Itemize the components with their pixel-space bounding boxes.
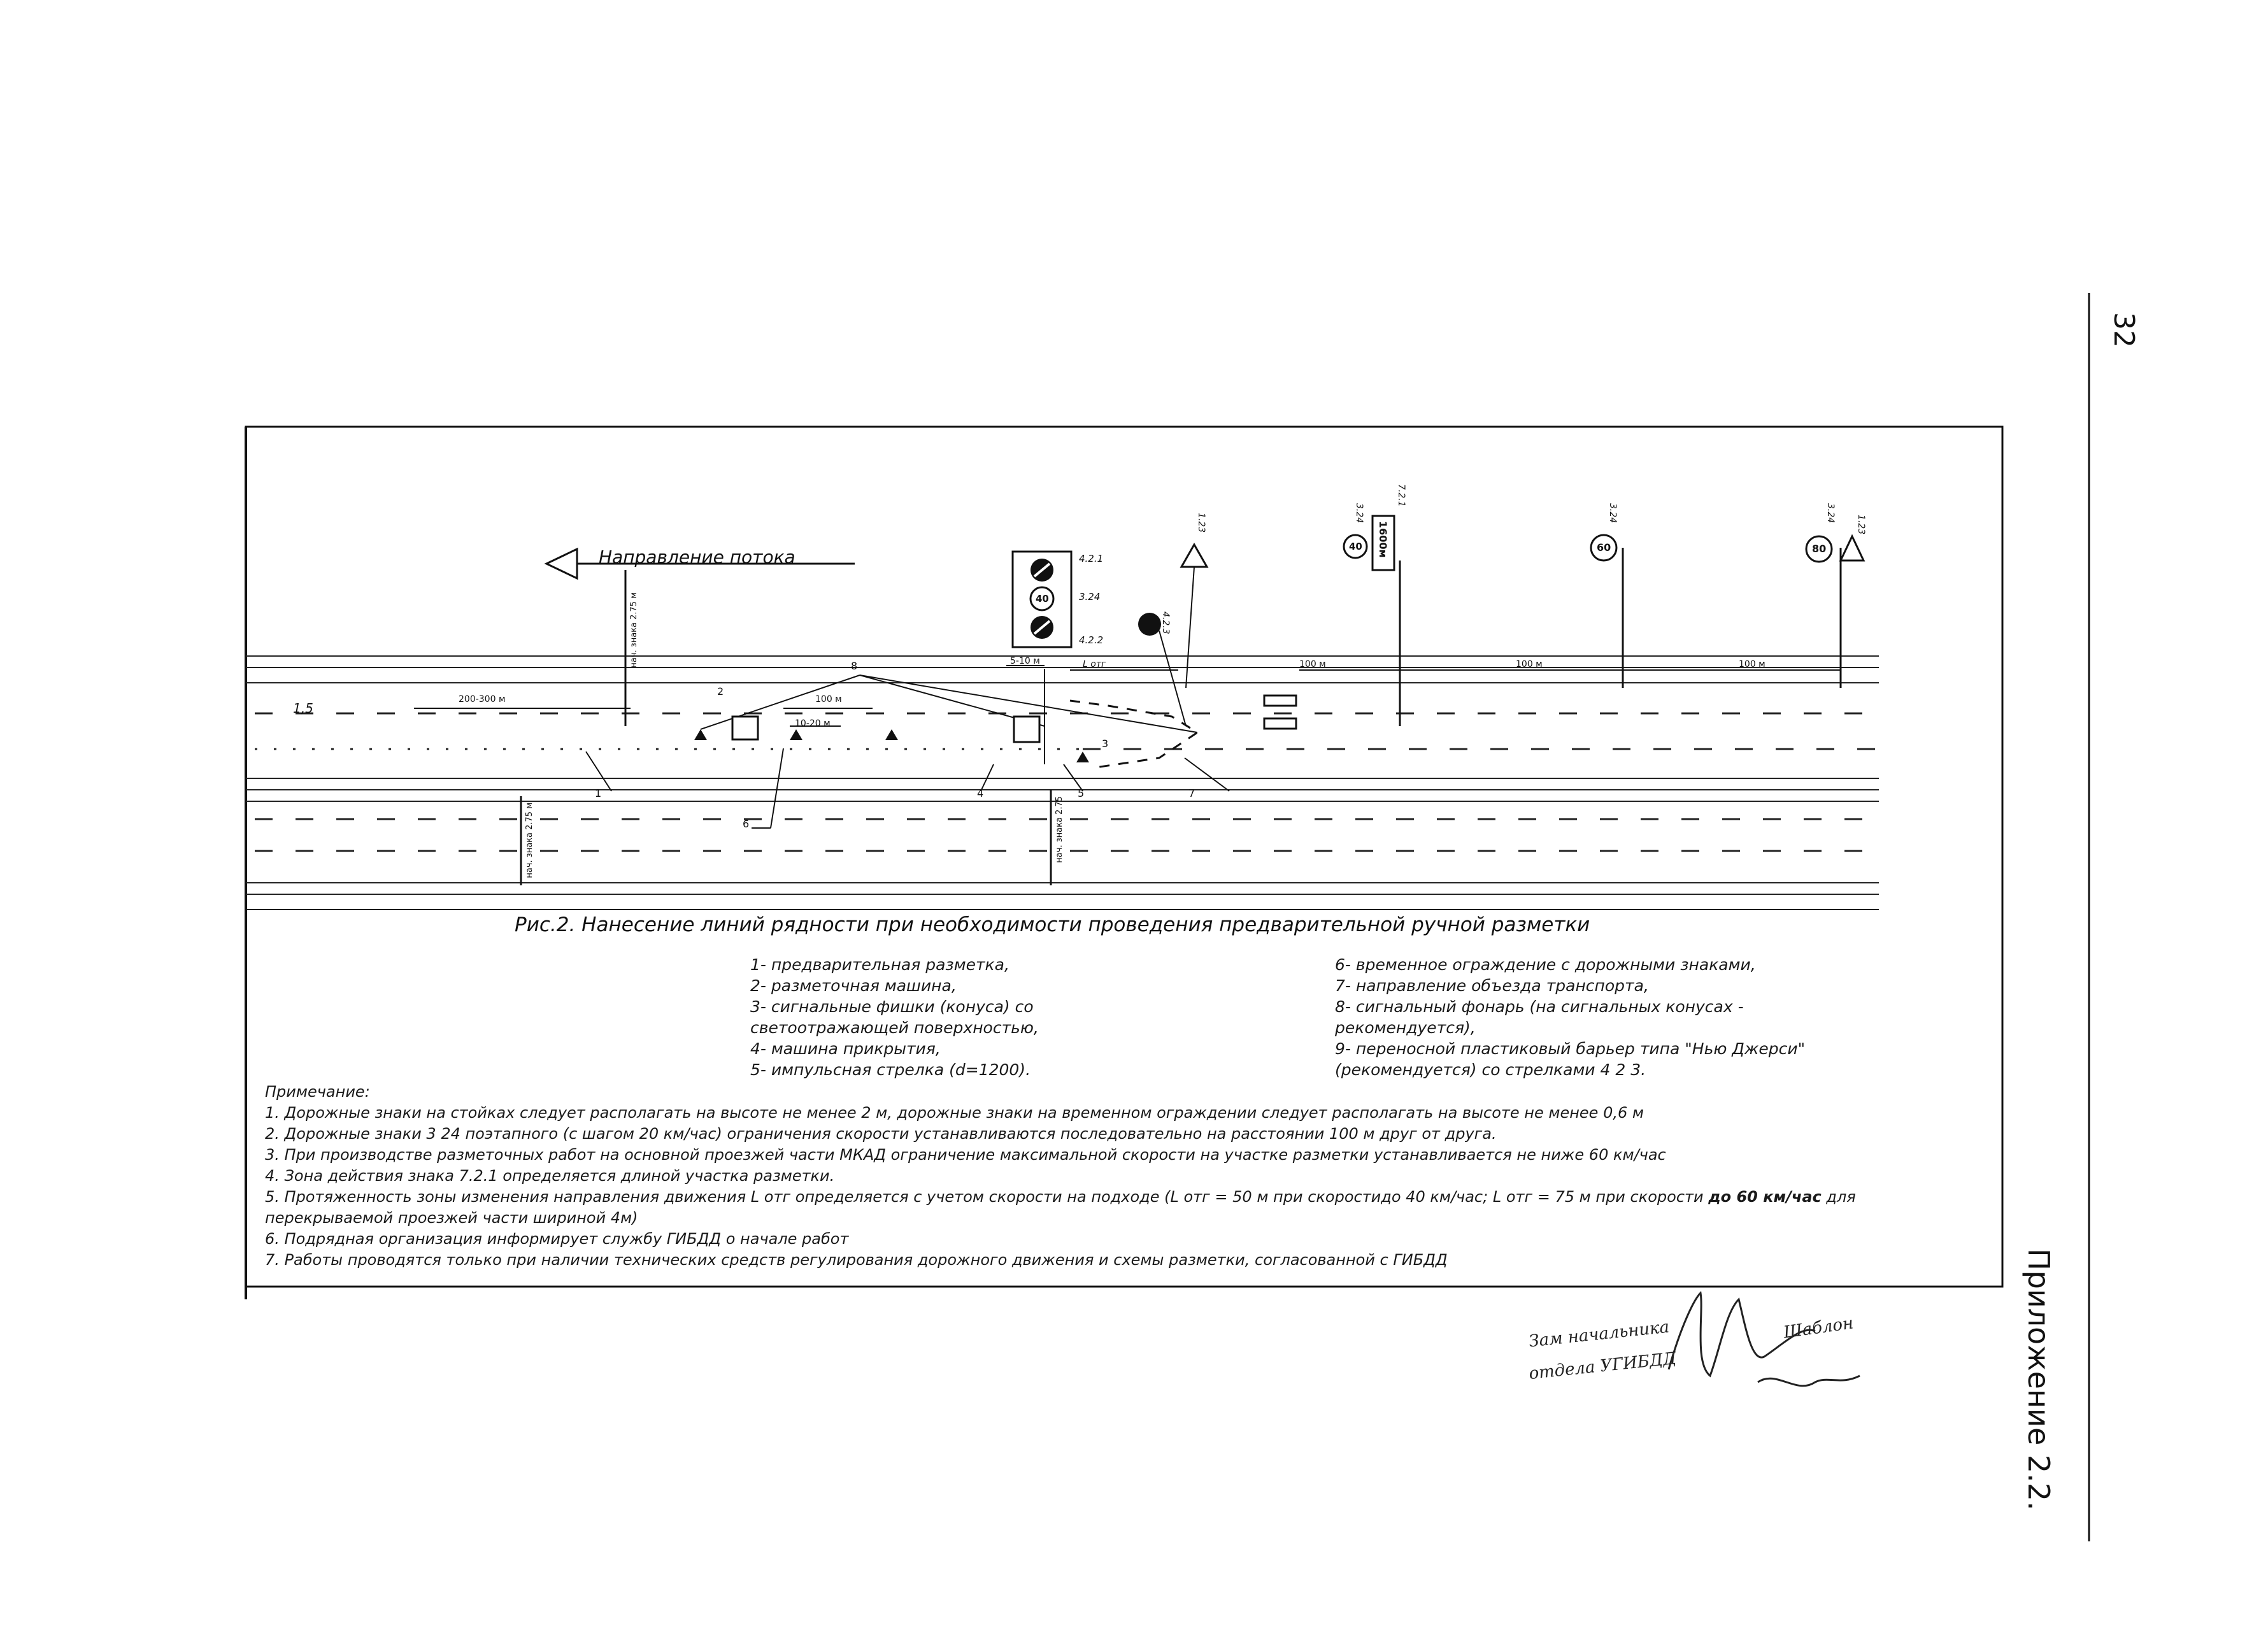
dim-l-otg: L отг <box>1083 659 1106 669</box>
taper-arrow-2 <box>1264 718 1296 729</box>
legend-item: 2- разметочная машина, <box>750 976 957 995</box>
note-5 <box>265 1188 1856 1206</box>
legend-item: 6- временное ограждение с дорожными знаками, <box>1335 955 1756 974</box>
board-code-1: 4.2.1 <box>1079 553 1104 564</box>
callout-6: 6 <box>743 818 750 830</box>
cone-4 <box>1076 752 1089 762</box>
note-5-text: 5. Протяженность зоны изменения направления движения L отг определяется с учетом скорости на подходе (L отг = 50 м при скоростидо 40 км/час; L отг = 75 м при скорости <box>265 1188 1704 1206</box>
sign-plate-1600: 1600м <box>1377 521 1389 558</box>
callout-5: 5 <box>1078 787 1085 799</box>
figure-caption: Рис.2. Нанесение линий рядности при необходимости проведения предварительной ручной разметки <box>515 913 1590 936</box>
note-5-tail: для <box>1821 1188 1856 1206</box>
sign-721: 7.2.1 <box>1396 484 1406 507</box>
signature-line-2: отдела УГИБДД <box>1528 1348 1678 1384</box>
callout-2: 2 <box>717 685 724 697</box>
handwritten-signature <box>1656 1287 1872 1401</box>
note-2: 2. Дорожные знаки 3 24 поэтапного (с шагом 20 км/час) ограничения скорости устанавливаются последовательно на расстоянии 100 м друг от друга. <box>265 1125 1497 1143</box>
cone-3 <box>885 729 898 740</box>
notes-title: Примечание: <box>265 1083 370 1101</box>
taper-arrow-1 <box>1264 696 1296 706</box>
note-5-cont: перекрываемой проезжей части шириной 4м) <box>265 1209 638 1227</box>
legend-item: 3- сигнальные фишки (конуса) со <box>750 997 1034 1016</box>
sign-speed-80: 80 <box>1812 543 1827 555</box>
sign-speed-60: 60 <box>1597 541 1611 553</box>
note-1: 1. Дорожные знаки на стойках следует располагать на высоте не менее 2 м, дорожные знаки на временном ограждении следует располагать на высоте не менее 0,6 м <box>265 1104 1644 1122</box>
callout-4: 4 <box>977 787 984 799</box>
cone-1 <box>694 729 707 740</box>
callout-8: 8 <box>851 660 858 672</box>
marking-machine <box>732 717 758 739</box>
lane-width-label: 1,5 <box>293 701 313 716</box>
note-4: 4. Зона действия знака 7.2.1 определяется длиной участка разметки. <box>265 1167 835 1185</box>
roadworks-sign-2 <box>1841 536 1864 561</box>
cone-2 <box>790 729 802 740</box>
sign-275-c: нач. знака 2.75 <box>1055 796 1064 863</box>
legend-item: светоотражающей поверхностью, <box>750 1018 1039 1037</box>
legend-item: (рекомендуется) со стрелками 4 2 3. <box>1335 1060 1646 1079</box>
legend-item: 9- переносной пластиковый барьер типа "Нью Джерси" <box>1335 1039 1806 1058</box>
callout-3: 3 <box>1102 738 1109 750</box>
callout-7: 7 <box>1188 787 1195 799</box>
sign-324-a: 3.24 <box>1354 503 1364 524</box>
sign-324-b: 3.24 <box>1608 503 1618 524</box>
sign-275-a: нач. знака 2.75 м <box>629 592 639 668</box>
legend-item: 5- импульсная стрелка (d=1200). <box>750 1060 1031 1079</box>
note-5-bold: до 60 км/час <box>1708 1188 1822 1206</box>
note-7: 7. Работы проводятся только при наличии технических средств регулирования дорожного движения и схемы разметки, согласованной с ГИБДД <box>265 1251 1448 1269</box>
legend-item: рекомендуется), <box>1335 1018 1476 1037</box>
flow-direction-label: Направление потока <box>599 546 795 568</box>
board-code-3: 4.2.2 <box>1079 634 1104 646</box>
signature-note: Шаблон <box>1782 1313 1855 1343</box>
note-6: 6. Подрядная организация информирует службу ГИБДД о начале работ <box>265 1230 849 1248</box>
sign-speed-40: 40 <box>1349 541 1362 552</box>
sign-324-c: 3.24 <box>1825 503 1836 524</box>
legend-item: 7- направление объезда транспорта, <box>1335 976 1649 995</box>
dim-100-a: 100 м <box>815 694 842 704</box>
board-code-2: 3.24 <box>1079 591 1101 603</box>
dim-10-20: 10-20 м <box>795 718 831 729</box>
page-number: 32 <box>2108 312 2140 348</box>
cover-vehicle <box>1014 717 1039 742</box>
sign-423: 4.2.3 <box>1160 611 1171 634</box>
roadworks-sign-1 <box>1181 545 1207 567</box>
legend-item: 8- сигнальный фонарь (на сигнальных конусах - <box>1335 997 1744 1016</box>
note-3: 3. При производстве разметочных работ на основной проезжей части МКАД ограничение максимальной скорости на участке разметки устанавливается не ниже 60 км/час <box>265 1146 1666 1164</box>
flow-arrow-head <box>546 549 577 578</box>
legend-item: 1- предварительная разметка, <box>750 955 1009 974</box>
appendix-title: Приложение 2.2. <box>2022 1248 2056 1511</box>
signature-line-1: Зам начальника <box>1528 1317 1671 1352</box>
dim-200-300: 200-300 м <box>459 694 506 704</box>
sign-275-b: нач. знака 2.75 м <box>525 803 534 878</box>
keep-right-sign <box>1138 613 1161 636</box>
dim-100-c: 100 м <box>1516 659 1543 669</box>
dim-5-10: 5-10 м <box>1010 656 1040 666</box>
sign-123-a: 1.23 <box>1196 513 1206 533</box>
dim-100-b: 100 м <box>1299 659 1326 669</box>
board-speed-value: 40 <box>1036 593 1049 604</box>
detour-path <box>1070 701 1197 768</box>
legend-item: 4- машина прикрытия, <box>750 1039 941 1058</box>
callout-1: 1 <box>595 787 602 799</box>
sign-123-b: 1.23 <box>1856 515 1866 535</box>
dim-100-d: 100 м <box>1739 659 1765 669</box>
